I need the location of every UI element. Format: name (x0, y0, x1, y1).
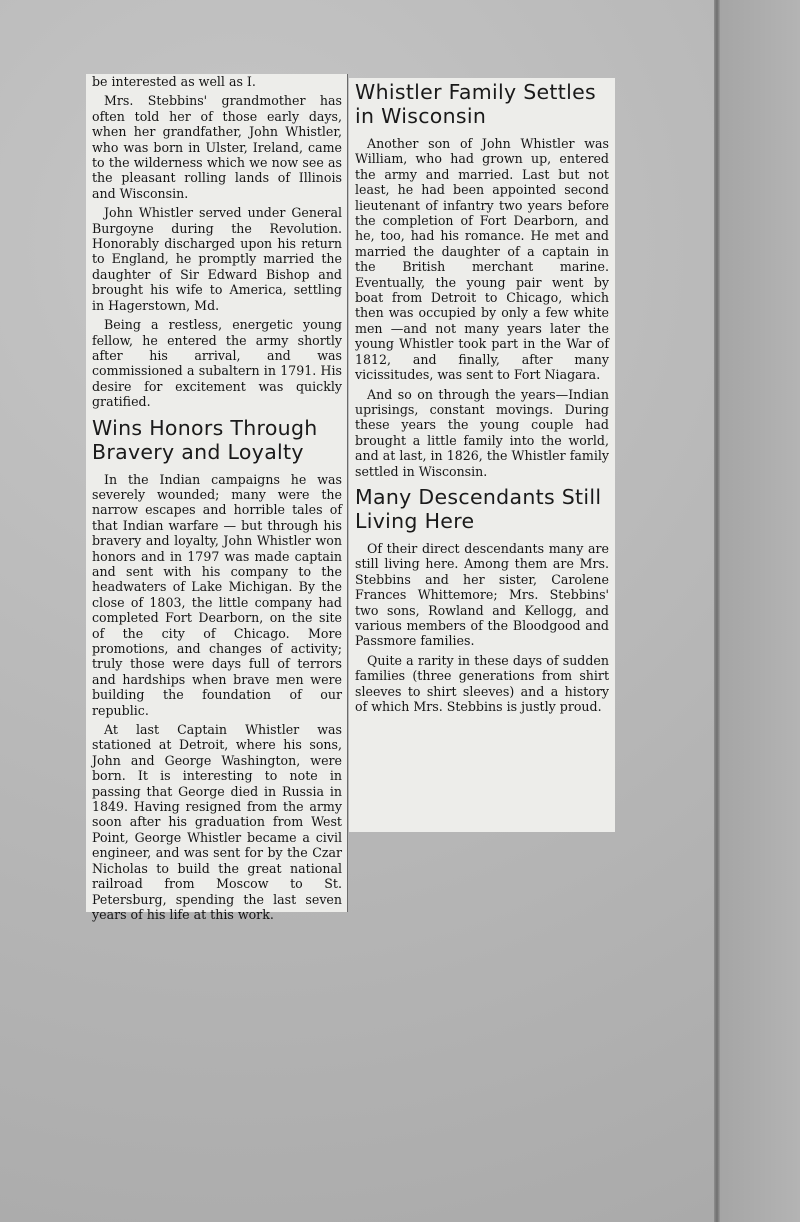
newspaper-clipping-left (86, 74, 348, 922)
article-column-2 (355, 78, 609, 718)
article-paragraph: John Whistler served under General Burgoyne during the Revolution. Honorably discharged upon his return to England, he promptly married the daughter of Sir Edward Bishop and brought his wife to America, settling in Hagerstown, Md. (92, 205, 342, 313)
article-paragraph: Of their direct descendants many are still living here. Among them are Mrs. Stebbins and her sister, Carolene Frances Whittemore; Mrs. Stebbins' two sons, Rowland and Kellogg, and various members of the Bloodgood and Passmore families. (355, 540, 609, 649)
subheading-wins-honors: Wins Honors Through Bravery and Loyalty (92, 415, 318, 464)
subheading-many-descendants: Many Descendants Still Living Here (355, 484, 602, 533)
article-paragraph: Quite a rarity in these days of sudden families (three generations from shirt sleeves to shirt sleeves) and a history of which Mrs. Stebbins is justly proud. (355, 652, 609, 714)
backing-page (720, 0, 800, 1222)
article-paragraph: Another son of John Whistler was William, who had grown up, entered the army and married. Last but not least, he had been appointed second lieutenant of infantry two years before the completion of Fort Dearborn, and he, too, had his romance. He met and married the daughter of a captain in the British merchant marine. Eventually, the young pair went by boat from Detroit to Chicago, which then was occupied by only a few white men —and not many years later the young Whistler took part in the War of 1812, and finally, after many vicissitudes, was sent to Fort Niagara. (355, 136, 609, 383)
article-paragraph: Mrs. Stebbins' grandmother has often told her of those early days, when her grandfather, John Whistler, who was born in Ulster, Ireland, came to the wilderness which we now see as the pleasant rolling lands of Illinois and Wisconsin. (92, 93, 342, 201)
article-paragraph: At last Captain Whistler was stationed at Detroit, where his sons, John and George Washington, were born. It is interesting to note in passing that George died in Russia in 1849. Having resigned from the army soon after his graduation from West Point, George Whistler became a civil engineer, and was sent for by the Czar Nicholas to build the great national railroad from Moscow to St. Petersburg, spending the last seven years of his life at this work. (92, 722, 342, 922)
article-paragraph: Being a restless, energetic young fellow, he entered the army shortly after his arrival, and was commissioned a subaltern in 1791. His desire for excitement was quickly gratified. (92, 317, 342, 410)
column-rule (347, 74, 348, 912)
article-paragraph: In the Indian campaigns he was severely wounded; many were the narrow escapes and horrible tales of that Indian warfare — but through his bravery and loyalty, John Whistler won honors and in 1797 was made captain and sent with his company to the headwaters of Lake Michigan. By the close of 1803, the little company had completed Fort Dearborn, on the site of the city of Chicago. More promotions, and changes of activity; truly those were days full of terrors and hardships when brave men were building the foundation of our republic. (92, 471, 342, 718)
article-column-1 (92, 74, 342, 926)
article-paragraph: And so on through the years—Indian uprisings, constant movings. During these years the young couple had brought a little family into the world, and at last, in 1826, the Whistler family settled in Wisconsin. (355, 386, 609, 479)
subheading-whistler-family: Whistler Family Settles in Wisconsin (355, 80, 596, 128)
article-paragraph: be interested as well as I. (92, 74, 256, 89)
newspaper-clipping-right (349, 78, 615, 832)
